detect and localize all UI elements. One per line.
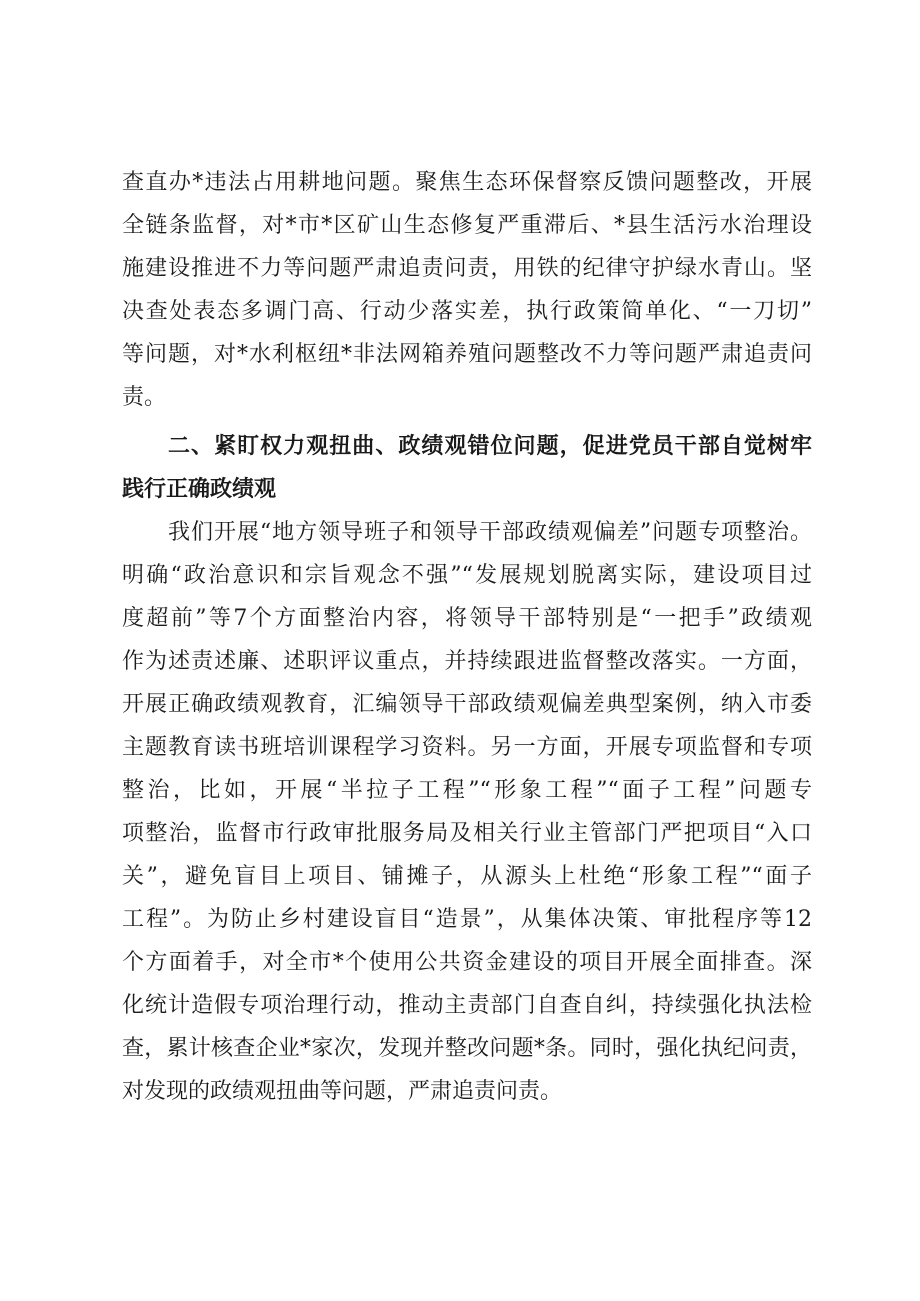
text-line: 工程”。为防止乡村建设盲目“造景”，从集体决策、审批程序等12 (122, 907, 812, 932)
text-line: 责。 (122, 385, 167, 410)
text-line: 查直办*违法占用耕地问题。聚焦生态环保督察反馈问题整改，开展 (122, 170, 812, 195)
text-line: 关”，避免盲目上项目、铺摊子，从源头上杜绝“形象工程”“面子 (122, 864, 812, 889)
text-line: 主题教育读书班培训课程学习资料。另一方面，开展专项监督和专项 (122, 735, 812, 760)
text-line: 开展正确政绩观教育，汇编领导干部政绩观偏差典型案例，纳入市委 (122, 692, 812, 717)
text-line: 决查处表态多调门高、行动少落实差，执行政策简单化、“一刀切” (122, 299, 812, 324)
text-line: 项整治，监督市行政审批服务局及相关行业主管部门严把项目“入口 (122, 821, 812, 846)
text-line: 整治，比如，开展“半拉子工程”“形象工程”“面子工程”问题专 (122, 778, 812, 803)
text-line: 作为述责述廉、述职评议重点，并持续跟进监督整改落实。一方面， (122, 649, 812, 674)
heading-line: 践行正确政绩观 (122, 477, 277, 502)
text-line: 施建设推进不力等问题严肃追责问责，用铁的纪律守护绿水青山。坚 (122, 256, 812, 281)
text-line: 度超前”等7个方面整治内容，将领导干部特别是“一把手”政绩观 (122, 606, 812, 631)
text-line: 全链条监督，对*市*区矿山生态修复严重滞后、*县生活污水治理设 (122, 213, 812, 238)
text-line: 等问题，对*水利枢纽*非法网箱养殖问题整改不力等问题严肃追责问 (122, 342, 812, 367)
text-line: 我们开展“地方领导班子和领导干部政绩观偏差”问题专项整治。 (168, 520, 812, 545)
text-line: 个方面着手，对全市*个使用公共资金建设的项目开展全面排查。深 (122, 950, 812, 975)
heading-line: 二、紧盯权力观扭曲、政绩观错位问题，促进党员干部自觉树牢 (168, 434, 812, 459)
text-line: 明确“政治意识和宗旨观念不强”“发展规划脱离实际，建设项目过 (122, 563, 812, 588)
text-line: 查，累计核查企业*家次，发现并整改问题*条。同时，强化执纪问责， (122, 1036, 812, 1061)
text-line: 化统计造假专项治理行动，推动主责部门自查自纠，持续强化执法检 (122, 993, 812, 1018)
text-line: 对发现的政绩观扭曲等问题，严肃追责问责。 (122, 1079, 563, 1104)
